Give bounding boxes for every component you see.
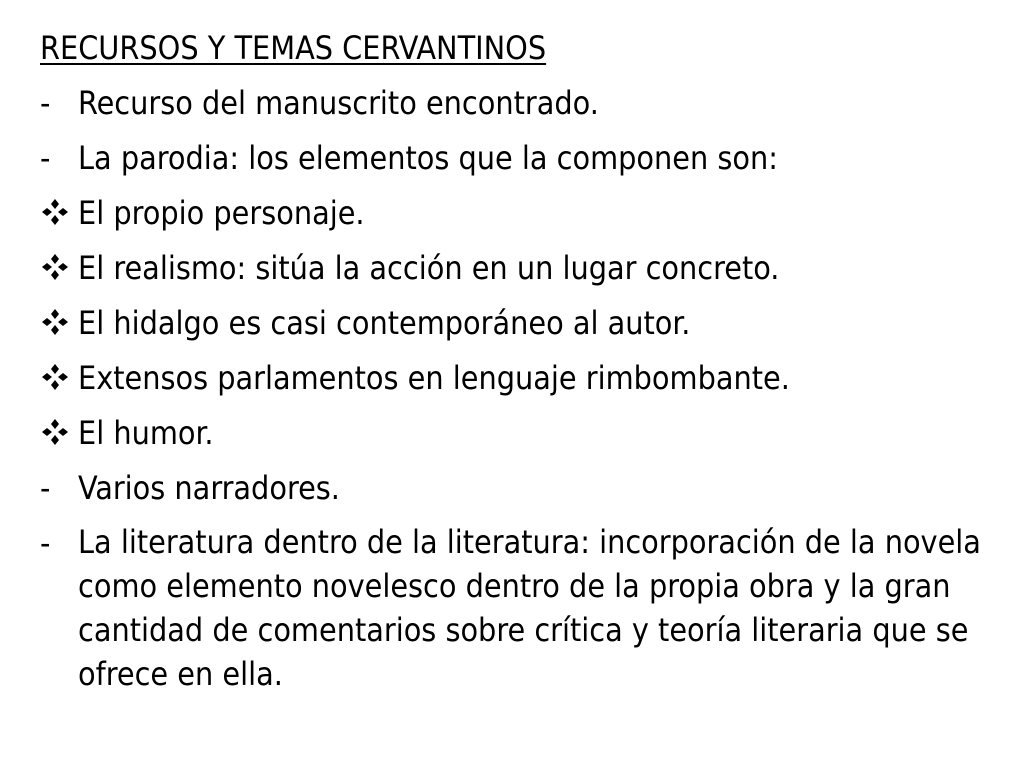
list-item-text: Extensos parlamentos en lenguaje rimbombante. [78,359,790,397]
four-diamonds-bullet-icon [40,190,78,236]
bullet-list [40,80,990,696]
dash-bullet: - [40,524,51,562]
list-item [40,520,990,696]
dash-bullet: - [40,139,51,177]
list-item-text: Varios narradores. [78,469,340,507]
four-diamonds-bullet-icon [40,410,78,456]
slide-title: RECURSOS Y TEMAS CERVANTINOS [40,29,547,67]
four-diamonds-bullet-icon [40,300,78,346]
four-diamonds-bullet-icon [40,245,78,291]
dash-bullet: - [40,469,51,507]
four-diamonds-bullet-icon [40,355,78,401]
list-item [40,190,990,236]
list-item-text: La literatura dentro de la literatura: incorporación de la novela como elemento novelesco dentro de la propia obra y la gran cantidad de comentarios sobre crítica y teoría literaria que se ofrece en ella. [78,523,981,693]
list-item-text: El propio personaje. [78,194,365,232]
list-item [40,355,990,401]
list-item-text: Recurso del manuscrito encontrado. [78,84,599,122]
list-item-text: El hidalgo es casi contemporáneo al autor. [78,304,691,342]
list-item-text: La parodia: los elementos que la componen son: [78,139,778,177]
list-item [40,135,990,181]
list-item [40,465,990,511]
dash-bullet: - [40,84,51,122]
list-item [40,300,990,346]
list-item [40,80,990,126]
list-item [40,245,990,291]
list-item [40,410,990,456]
list-item-text: El humor. [78,414,214,452]
list-item-text: El realismo: sitúa la acción en un lugar concreto. [78,249,780,287]
